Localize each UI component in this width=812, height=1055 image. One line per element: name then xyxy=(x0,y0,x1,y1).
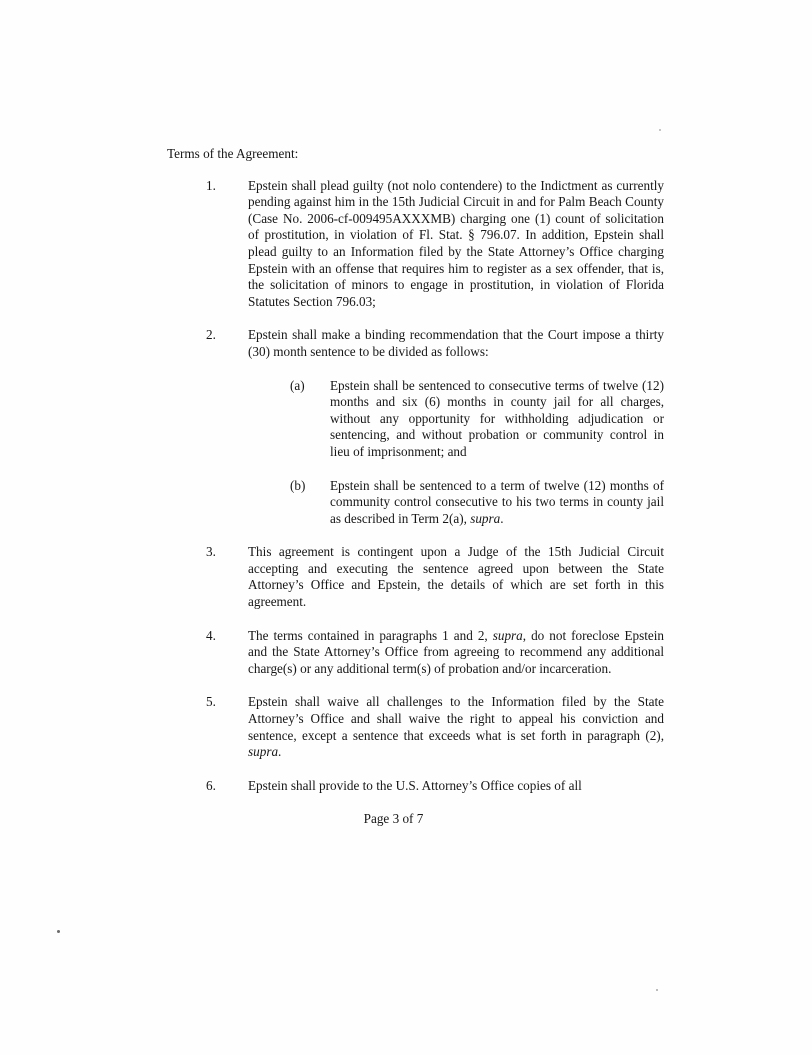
page-number: Page 3 of 7 xyxy=(363,811,424,827)
term-item xyxy=(167,694,664,760)
text-segment: The terms contained in paragraphs 1 and 2, xyxy=(248,627,493,643)
text-segment: Epstein shall make a binding recommendation that the Court impose a thirty (30) month sentence to be divided as follows: xyxy=(248,327,664,359)
term-text xyxy=(248,544,664,610)
text-segment: Epstein shall provide to the U.S. Attorney’s Office copies of all xyxy=(248,777,582,793)
term-subitem xyxy=(248,478,664,528)
italic-text: supra xyxy=(470,510,501,526)
text-segment: Epstein shall plead guilty (not nolo contendere) to the Indictment as currently pending against him in the 15th Judicial Circuit in and for Palm Beach County (Case No. 2006-cf-009495AXXXMB) charging one (1) count of solicitation of prostitution, in violation of Fl. Stat. § 796.07. In addition, Epstein shall plead guilty to an Information filed by the State Attorney’s Office charging Epstein with an offense that requires him to register as a sex offender, that is, the solicitation of minors to engage in prostitution, in violation of Florida Statutes Section 796.03; xyxy=(248,177,664,309)
term-body xyxy=(248,544,664,610)
term-number: 3. xyxy=(206,544,216,560)
term-body xyxy=(248,327,664,527)
text-segment: , do not foreclose Epstein and the State Attorney’s Office from agreeing to recommend any additional charge(s) or any additional term(s) of probation and/or incarceration. xyxy=(248,627,664,676)
text-segment: Epstein shall be sentenced to a term of twelve (12) months of community control consecutive to his two terms in county jail as described in Term 2(a), xyxy=(330,477,664,526)
term-item xyxy=(167,178,664,311)
scan-speck xyxy=(656,989,658,991)
term-item xyxy=(167,628,664,678)
subitem-label: (b) xyxy=(290,477,306,493)
term-number: 5. xyxy=(206,694,216,710)
subitem-text xyxy=(330,478,664,528)
text-segment: . xyxy=(500,510,504,526)
text-segment: This agreement is contingent upon a Judge of the 15th Judicial Circuit accepting and executing the sentence agreed upon between the State Attorney’s Office and Epstein, the details of which are set forth in this agreement. xyxy=(248,544,664,610)
term-number: 1. xyxy=(206,177,216,193)
term-body xyxy=(248,778,664,795)
document-heading: Terms of the Agreement: xyxy=(167,146,299,161)
document-content xyxy=(167,146,664,828)
terms-list xyxy=(167,178,664,795)
term-text xyxy=(248,694,664,760)
text-segment: . xyxy=(278,744,282,760)
term-item xyxy=(167,778,664,795)
subitem-label: (a) xyxy=(290,377,305,393)
term-text xyxy=(248,178,664,311)
term-item xyxy=(167,327,664,527)
term-number: 2. xyxy=(206,327,216,343)
term-subitem xyxy=(248,378,664,461)
term-number: 6. xyxy=(206,777,216,793)
scan-speck xyxy=(659,129,661,131)
term-body xyxy=(248,628,664,678)
term-item xyxy=(167,544,664,610)
term-text xyxy=(248,628,664,678)
subitem-text xyxy=(330,378,664,461)
scan-speck xyxy=(57,930,60,933)
text-segment: Epstein shall be sentenced to consecutive terms of twelve (12) months and six (6) months in county jail for all charges, without any opportunity for withholding adjudication or sentencing, and without probation or community control in lieu of imprisonment; and xyxy=(330,377,664,459)
term-text xyxy=(248,327,664,360)
term-text xyxy=(248,778,664,795)
italic-text: supra xyxy=(248,744,279,760)
term-body xyxy=(248,178,664,311)
italic-text: supra xyxy=(492,627,523,643)
text-segment: Epstein shall waive all challenges to the Information filed by the State Attorney’s Office and shall waive the right to appeal his conviction and sentence, except a sentence that exceeds what is set forth in paragraph (2), xyxy=(248,694,664,743)
term-body xyxy=(248,694,664,760)
term-number: 4. xyxy=(206,627,216,643)
